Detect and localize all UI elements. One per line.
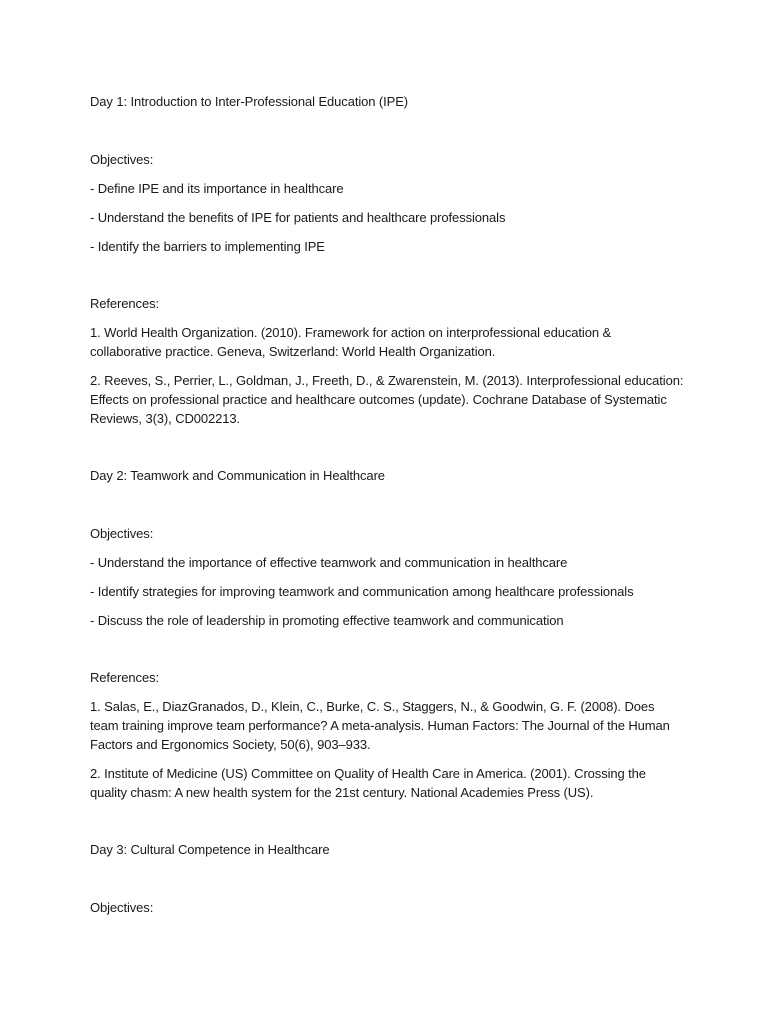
day-3-title: Day 3: Cultural Competence in Healthcare xyxy=(90,842,330,857)
day-2-references-label: References: xyxy=(90,670,159,685)
day-1-objective-3: - Identify the barriers to implementing IPE xyxy=(90,239,325,254)
document-body xyxy=(90,92,685,927)
day-1-reference-1: 1. World Health Organization. (2010). Framework for action on interprofessional education & collaborative practice. Geneva, Switzerland: World Health Organization. xyxy=(90,325,612,359)
day-2-objective-3: - Discuss the role of leadership in promoting effective teamwork and communication xyxy=(90,613,564,628)
day-2-objective-1: - Understand the importance of effective teamwork and communication in healthcare xyxy=(90,555,568,570)
day-1-objectives-label: Objectives: xyxy=(90,152,154,167)
day-1-references-label: References: xyxy=(90,296,159,311)
day-1-objective-2: - Understand the benefits of IPE for patients and healthcare professionals xyxy=(90,210,506,225)
day-2-reference-2: 2. Institute of Medicine (US) Committee on Quality of Health Care in America. (2001). Crossing the quality chasm: A new health system for the 21st century. National Academies Press (US). xyxy=(90,766,646,800)
day-2-title: Day 2: Teamwork and Communication in Healthcare xyxy=(90,468,385,483)
day-1-title: Day 1: Introduction to Inter-Professional Education (IPE) xyxy=(90,94,409,109)
day-2-objective-2: - Identify strategies for improving teamwork and communication among healthcare professionals xyxy=(90,584,634,599)
day-2-reference-1: 1. Salas, E., DiazGranados, D., Klein, C., Burke, C. S., Staggers, N., & Goodwin, G. F. (2008). Does team training improve team performance? A meta-analysis. Human Factors: The Journal of the Human Factors and Ergonomics Society, 50(6), 903–933. xyxy=(90,699,670,752)
day-2-objectives-label: Objectives: xyxy=(90,526,154,541)
day-1-reference-2: 2. Reeves, S., Perrier, L., Goldman, J., Freeth, D., & Zwarenstein, M. (2013). Interprofessional education: Effects on professional practice and healthcare outcomes (update). Cochrane Database of Systematic Reviews, 3(3), CD002213. xyxy=(90,373,684,426)
day-3-objectives-label: Objectives: xyxy=(90,900,154,915)
day-1-objective-1: - Define IPE and its importance in healthcare xyxy=(90,181,344,196)
